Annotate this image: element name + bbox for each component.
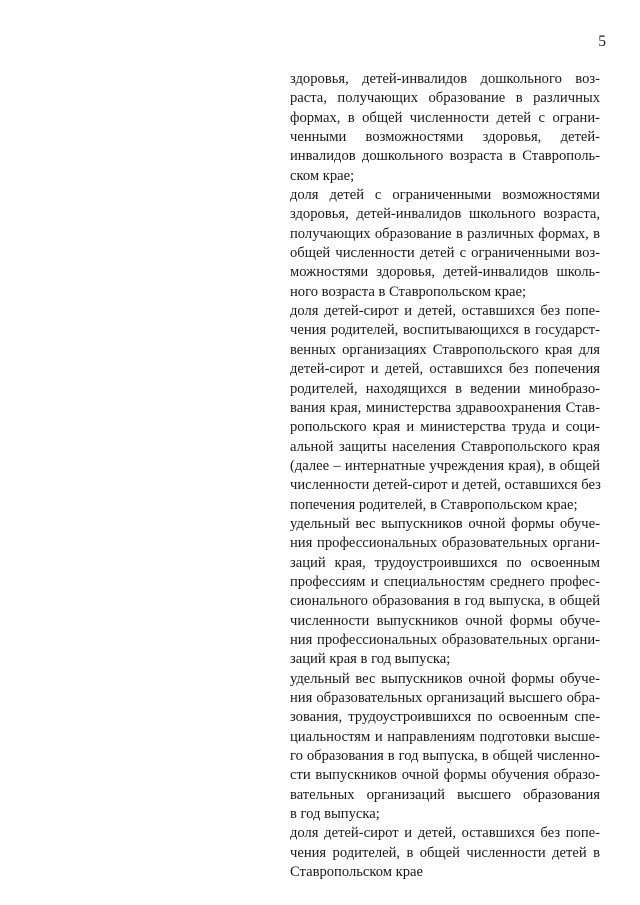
- document-body: [290, 70, 600, 882]
- text-line: ния образовательных организаций высшего обра-: [290, 690, 600, 706]
- paragraph: [290, 515, 600, 670]
- text-line: вательных организаций высшего образования: [290, 786, 600, 803]
- text-line: циальностям и направлениям подготовки высше-: [290, 728, 600, 745]
- text-line: раста, получающих образование в различных: [290, 90, 600, 107]
- text-line: здоровья, детей-инвалидов школьного возраста,: [290, 206, 600, 223]
- text-line: альной защиты населения Ставропольского края: [290, 438, 600, 455]
- text-line: численности детей-сирот и детей, оставшихся без: [290, 477, 601, 494]
- text-line: сионального образования в год выпуска, в общей: [290, 593, 600, 610]
- text-line: получающих образование в различных формах, в: [290, 225, 600, 242]
- text-line: ния профессиональных образовательных органи-: [290, 631, 600, 648]
- text-line: удельный вес выпускников очной формы обуче-: [290, 515, 600, 532]
- text-line: венных организациях Ставропольского края для: [290, 341, 600, 358]
- text-line: (далее – интернатные учреждения края), в общей: [290, 457, 600, 474]
- text-line: в год выпуска;: [290, 806, 380, 823]
- text-line: доля детей-сирот и детей, оставшихся без попе-: [290, 303, 600, 320]
- text-line: ния профессиональных образовательных органи-: [290, 535, 600, 552]
- text-line: вания края, министерства здравоохранения Став-: [290, 399, 600, 416]
- page-number: 5: [598, 33, 606, 50]
- text-line: родителей, находящихся в ведении минобразо-: [290, 380, 600, 397]
- text-line: численности выпускников очной формы обуче-: [290, 612, 600, 629]
- text-line: ного возраста в Ставропольском крае;: [290, 283, 527, 300]
- text-line: заций края, трудоустроившихся по освоенным: [290, 554, 600, 571]
- text-line: сти выпускников очной формы обучения образо-: [290, 767, 600, 784]
- text-line: здоровья, детей-инвалидов дошкольного воз-: [290, 71, 600, 87]
- text-line: профессиям и специальностям среднего профес-: [290, 573, 600, 590]
- text-line: общей численности детей с ограниченными воз-: [290, 245, 600, 262]
- text-line: го образования в год выпуска, в общей численно-: [290, 748, 600, 765]
- text-line: детей-сирот и детей, оставшихся без попечения: [290, 361, 600, 378]
- text-line: формах, в общей численности детей с ограни-: [290, 109, 600, 126]
- text-line: попечения родителей, в Ставропольском крае;: [290, 496, 578, 513]
- paragraph: [290, 302, 600, 515]
- paragraph: [290, 824, 600, 882]
- paragraph: [290, 186, 600, 302]
- text-line: чения родителей, воспитывающихся в государст-: [290, 322, 600, 339]
- text-line: доля детей с ограниченными возможностями: [290, 187, 600, 204]
- text-line: инвалидов дошкольного возраста в Ставрополь-: [290, 148, 600, 165]
- text-line: зования, трудоустроившихся по освоенным спе-: [290, 709, 600, 726]
- text-line: ропольского края и министерства труда и соци-: [290, 419, 600, 436]
- text-line: Ставропольском крае: [290, 864, 423, 881]
- text-line: доля детей-сирот и детей, оставшихся без попе-: [290, 825, 600, 842]
- paragraph: [290, 670, 600, 825]
- text-line: заций края в год выпуска;: [290, 651, 451, 668]
- text-line: ском крае;: [290, 167, 355, 184]
- text-line: чения родителей, в общей численности детей в: [290, 844, 600, 861]
- text-line: ченными возможностями здоровья, детей-: [290, 129, 600, 146]
- text-line: можностями здоровья, детей-инвалидов школь-: [290, 264, 600, 281]
- paragraph: [290, 70, 600, 186]
- text-line: удельный вес выпускников очной формы обуче-: [290, 670, 600, 687]
